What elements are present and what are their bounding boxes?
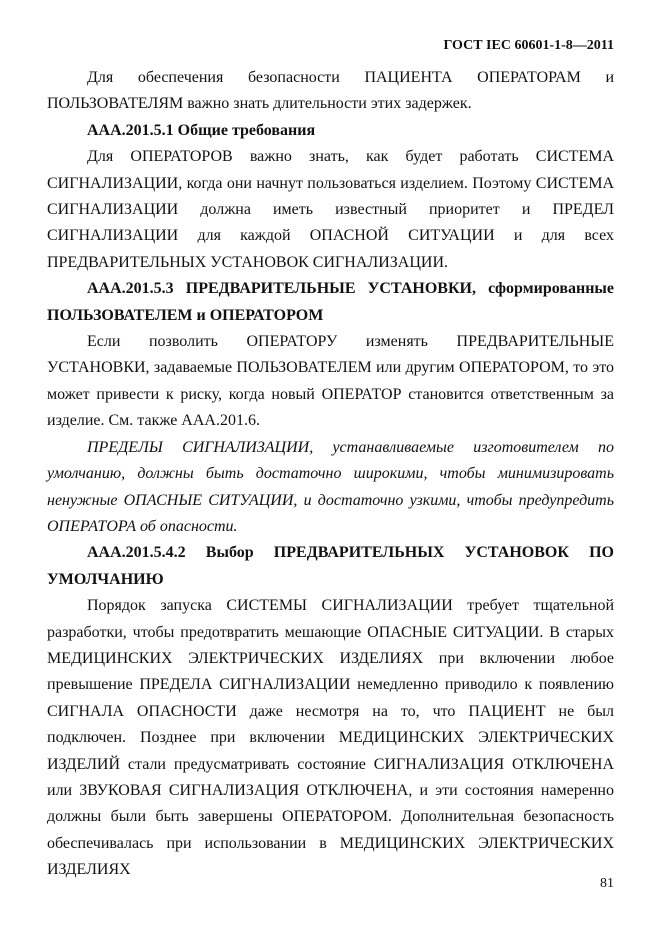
paragraph-presets: Если позволить ОПЕРАТОРУ изменять ПРЕДВАРИТЕЛЬНЫЕ УСТАНОВКИ, задаваемые ПОЛЬЗОВАТЕЛЕМ или другим ОПЕРАТОРОМ, то это может привести к риску, когда новый ОПЕРАТОР становится ответственным за изделие. См. также ААА.201.6. xyxy=(47,333,614,430)
page-number: 81 xyxy=(600,876,614,891)
paragraph-alarm-limits-italic: ПРЕДЕЛЫ СИГНАЛИЗАЦИИ, устанавливаемые изготовителем по умолчанию, должны быть достаточно широкими, чтобы минимизировать ненужные ОПАСНЫЕ СИТУАЦИИ, и достаточно узкими, чтобы предупредить ОПЕРАТОРА об опасности. xyxy=(47,438,614,535)
section-heading-general: ААА.201.5.1 Общие требования xyxy=(87,121,316,139)
paragraph-startup-order: Порядок запуска СИСТЕМЫ СИГНАЛИЗАЦИИ требует тщательной разработки, чтобы предотвратить мешающие ОПАСНЫЕ СИТУАЦИИ. В старых МЕДИЦИНСКИХ ЭЛЕКТРИЧЕСКИХ ИЗДЕЛИЯХ при включении любое превышение ПРЕДЕЛА СИГНАЛИЗАЦИИ немедленно приводило к появлению СИГНАЛА ОПАСНОСТИ даже несмотря на то, что ПАЦИЕНТ не был подключен. Позднее при включении МЕДИЦИНСКИХ ЭЛЕКТРИЧЕСКИХ ИЗДЕЛИЙ стали предусматривать состояние СИГНАЛИЗАЦИЯ ОТКЛЮЧЕНА или ЗВУКОВАЯ СИГНАЛИЗАЦИЯ ОТКЛЮЧЕНА, и эти состояния намеренно должны были быть завершены ОПЕРАТОРОМ. Дополнительная безопасность обеспечивалась при использовании в МЕДИЦИНСКИХ ЭЛЕКТРИЧЕСКИХ ИЗДЕЛИЯХ xyxy=(47,597,614,879)
section-heading-default-presets: ААА.201.5.4.2 Выбор ПРЕДВАРИТЕЛЬНЫХ УСТАНОВОК ПО УМОЛЧАНИЮ xyxy=(47,544,614,588)
paragraph-general-requirements: Для ОПЕРАТОРОВ важно знать, как будет работать СИСТЕМА СИГНАЛИЗАЦИИ, когда они начнут пользоваться изделием. Поэтому СИСТЕМА СИГНАЛИЗАЦИИ должна иметь известный приоритет и ПРЕДЕЛ СИГНАЛИЗАЦИИ для каждой ОПАСНОЙ СИТУАЦИИ и для всех ПРЕДВАРИТЕЛЬНЫХ УСТАНОВОК СИГНАЛИЗАЦИИ. xyxy=(47,148,614,271)
paragraph-delays: Для обеспечения безопасности ПАЦИЕНТА ОПЕРАТОРАМ и ПОЛЬЗОВАТЕЛЯМ важно знать длительности этих задержек. xyxy=(47,69,614,113)
document-body xyxy=(47,65,614,884)
standard-header: ГОСТ IEC 60601-1-8—2011 xyxy=(443,38,614,53)
section-heading-presets: ААА.201.5.3 ПРЕДВАРИТЕЛЬНЫЕ УСТАНОВКИ, сформированные ПОЛЬЗОВАТЕЛЕМ и ОПЕРАТОРОМ xyxy=(47,280,614,324)
